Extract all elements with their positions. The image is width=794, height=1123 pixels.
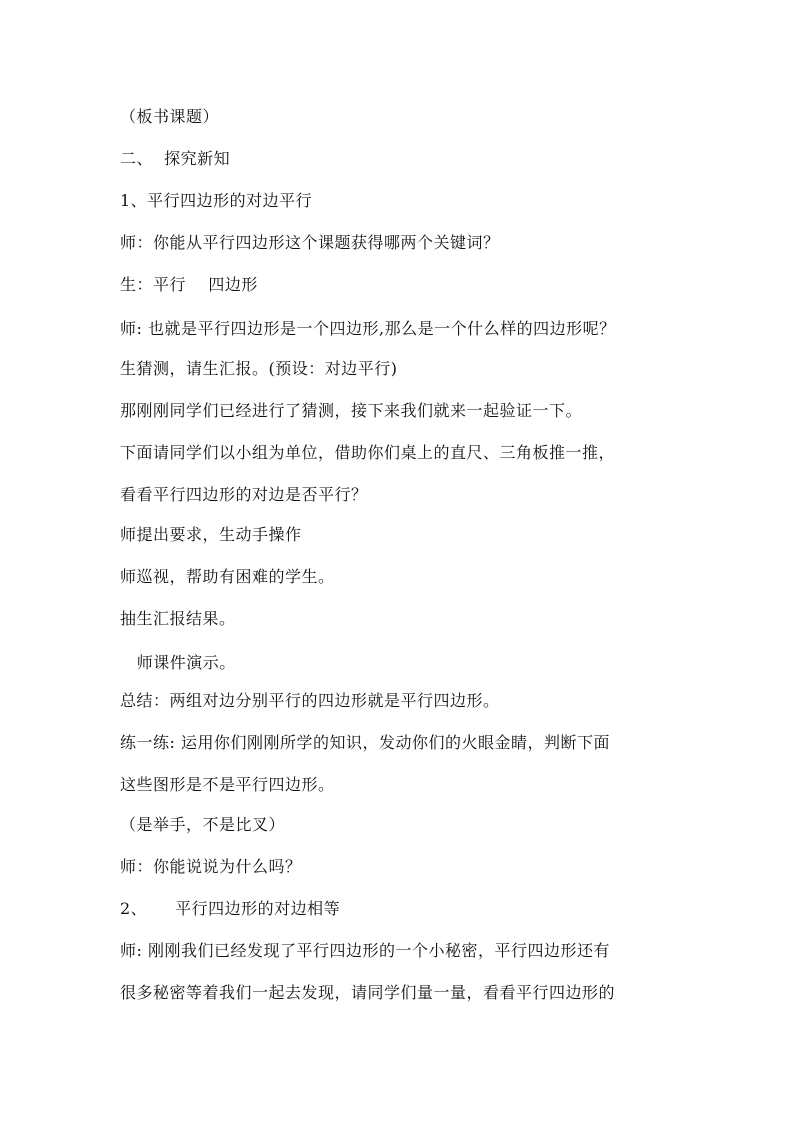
text-line: 那刚刚同学们已经进行了猜测，接下来我们就来一起验证一下。 [120,401,583,420]
text-line: 这些图形是不是平行四边形。 [120,775,335,794]
text-line: 师: 刚刚我们已经发现了平行四边形的一个小秘密，平行四边形还有 [120,941,610,960]
text-line: 很多秘密等着我们一起去发现，请同学们量一量，看看平行四边形的 [120,983,616,1002]
text-line: 师：你能说说为什么吗？ [120,857,302,876]
text-line: 师: 也就是平行四边形是一个四边形,那么是一个什么样的四边形呢？ [120,319,616,338]
text-line: 总结：两组对边分别平行的四边形就是平行四边形。 [120,691,500,710]
text-line: 看看平行四边形的对边是否平行？ [120,485,368,504]
text-line: 生猜测，请生汇报。(预设：对边平行) [120,359,398,378]
text-line: 生：平行 四边形 [120,275,258,294]
text-line: 师巡视，帮助有困难的学生。 [120,567,335,586]
subsection-heading: 1、平行四边形的对边平行 [120,191,313,210]
text-line: 下面请同学们以小组为单位，借助你们桌上的直尺、三角板推一推， [120,443,616,462]
text-line: （板书课题） [120,107,220,126]
text-line: （是举手，不是比叉） [120,815,286,834]
text-line: 师课件演示。 [120,653,236,672]
text-line: 师：你能从平行四边形这个课题获得哪两个关键词？ [120,233,500,252]
subsection-heading: 2、 平行四边形的对边相等 [120,899,341,918]
text-line: 师提出要求，生动手操作 [120,525,302,544]
text-line: 抽生汇报结果。 [120,609,236,628]
section-heading: 二、 探究新知 [120,149,231,168]
text-line: 练一练: 运用你们刚刚所学的知识，发动你们的火眼金睛，判断下面 [120,733,610,752]
